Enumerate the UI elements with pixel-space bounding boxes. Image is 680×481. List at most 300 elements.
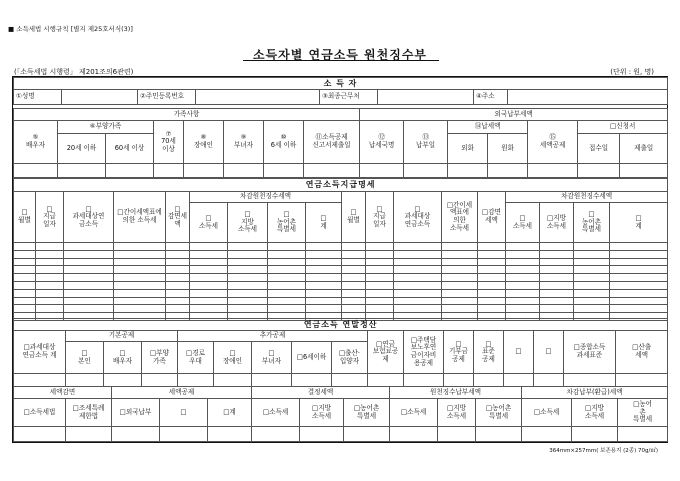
paper-spec: 364mm×257mm( 보존용지 (2종) 70g/㎡) (549, 448, 658, 454)
payment-cell[interactable] (268, 274, 306, 282)
title-underline (243, 60, 439, 61)
payment-cell[interactable] (610, 258, 668, 266)
payment-cell[interactable] (306, 297, 342, 305)
payment-cell[interactable] (114, 281, 166, 289)
payment-cell[interactable] (394, 266, 442, 274)
payment-cell[interactable] (306, 274, 342, 282)
refund-rural-col: □농어 촌 특별세 (618, 399, 668, 427)
foreign-currency-col: 외화 (448, 134, 488, 164)
payment-cell[interactable] (190, 243, 228, 251)
payment-cell[interactable] (394, 250, 442, 258)
deduction-report-col: ⑪소득공제 신고서제출일 (304, 121, 360, 164)
payment-cell[interactable] (442, 258, 478, 266)
family-group: 가족사항 (14, 109, 360, 121)
legal-basis: (「소득세법 시행령」 제201조의6관련) (14, 68, 134, 76)
payment-cell[interactable] (442, 274, 478, 282)
family-cell[interactable] (224, 164, 264, 178)
settlement-cell[interactable] (368, 374, 404, 387)
payment-cell[interactable] (64, 274, 114, 282)
payment-cell[interactable] (228, 281, 268, 289)
payment-cell[interactable] (36, 305, 64, 313)
payment-row (14, 297, 668, 305)
payment-cell[interactable] (268, 281, 306, 289)
payment-cell[interactable] (36, 297, 64, 305)
payment-cell[interactable] (506, 266, 540, 274)
tax-country-col: ⑫ 납세국명 (360, 121, 404, 164)
name-value[interactable] (62, 90, 138, 105)
settlement-cell[interactable] (104, 374, 142, 387)
reduction-col: □ 감면세 액 (166, 192, 190, 243)
payment-cell[interactable] (228, 266, 268, 274)
payment-cell[interactable] (610, 250, 668, 258)
payment-cell[interactable] (366, 289, 394, 297)
payment-cell[interactable] (478, 250, 506, 258)
payment-cell[interactable] (64, 266, 114, 274)
payment-cell[interactable] (228, 250, 268, 258)
settlement-cell[interactable] (142, 374, 178, 387)
pay-date-col-right: □ 지급 일자 (366, 192, 394, 243)
payment-cell[interactable] (228, 258, 268, 266)
payment-cell[interactable] (190, 266, 228, 274)
payment-cell[interactable] (610, 289, 668, 297)
payment-cell[interactable] (574, 243, 610, 251)
foreign-cell[interactable] (578, 164, 620, 178)
payment-cell[interactable] (610, 281, 668, 289)
payment-cell[interactable] (366, 250, 394, 258)
payment-cell[interactable] (14, 281, 36, 289)
settlement-cell[interactable] (616, 374, 668, 387)
payment-cell[interactable] (64, 305, 114, 313)
summary-cell[interactable] (14, 427, 66, 442)
credit-group: 세액공제 (112, 387, 252, 399)
payment-cell[interactable] (306, 258, 342, 266)
family-cell[interactable] (106, 164, 154, 178)
payment-cell[interactable] (394, 289, 442, 297)
payment-cell[interactable] (268, 258, 306, 266)
payment-cell[interactable] (228, 305, 268, 313)
payment-cell[interactable] (166, 243, 190, 251)
payment-cell[interactable] (228, 297, 268, 305)
disabled-col: □ 장애인 (214, 342, 252, 374)
payment-cell[interactable] (506, 274, 540, 282)
disabled-col: ⑧ 장애인 (184, 121, 224, 164)
submit-date-col: 제출일 (620, 134, 668, 164)
payment-cell[interactable] (36, 258, 64, 266)
pension-insurance-col: □연금 보험료공 제 (368, 331, 404, 374)
summary-cell[interactable] (66, 427, 112, 442)
payment-cell[interactable] (64, 281, 114, 289)
payment-cell[interactable] (342, 250, 366, 258)
payment-cell[interactable] (478, 289, 506, 297)
payment-cell[interactable] (394, 305, 442, 313)
payment-cell[interactable] (190, 250, 228, 258)
payment-cell[interactable] (114, 297, 166, 305)
payment-cell[interactable] (36, 266, 64, 274)
payment-cell[interactable] (342, 258, 366, 266)
application-col: □신청서 (578, 121, 668, 134)
family-cell[interactable] (14, 164, 58, 178)
dependents-col: ⑥부양가족 (58, 121, 154, 134)
workplace-value[interactable] (378, 90, 474, 105)
payment-cell[interactable] (366, 281, 394, 289)
settlement-cell[interactable] (474, 374, 504, 387)
address-value[interactable] (508, 90, 668, 105)
summary-cell[interactable] (618, 427, 668, 442)
elderly-col: □경로 우대 (178, 342, 214, 374)
payment-cell[interactable] (114, 274, 166, 282)
summary-cell[interactable] (160, 427, 208, 442)
difference-group: 차감납부(환급)세액 (522, 387, 668, 399)
payment-cell[interactable] (442, 281, 478, 289)
payment-cell[interactable] (14, 305, 36, 313)
month-col-right: □ 월별 (342, 192, 366, 243)
income-tax-col-right: □ 소득세 (506, 203, 540, 243)
payment-cell[interactable] (166, 289, 190, 297)
credit-blank-col: □ (160, 399, 208, 427)
payment-cell[interactable] (36, 243, 64, 251)
month-col: □ 월별 (14, 192, 36, 243)
simple-tax-col: □간이세액표에 의한 소득세 (114, 192, 166, 243)
calculated-tax-col: □산출 세액 (616, 331, 668, 374)
donation-col: □ 기부금 공제 (444, 331, 474, 374)
payment-cell[interactable] (610, 266, 668, 274)
payment-cell[interactable] (574, 297, 610, 305)
summary-cell[interactable] (476, 427, 522, 442)
payment-cell[interactable] (574, 258, 610, 266)
payment-cell[interactable] (506, 250, 540, 258)
payment-cell[interactable] (478, 297, 506, 305)
payment-cell[interactable] (14, 274, 36, 282)
refund-income-col: □소득세 (522, 399, 572, 427)
payment-cell[interactable] (574, 281, 610, 289)
summary-cell[interactable] (208, 427, 252, 442)
payment-cell[interactable] (610, 243, 668, 251)
payment-cell[interactable] (166, 305, 190, 313)
payment-cell[interactable] (394, 281, 442, 289)
payment-cell[interactable] (114, 243, 166, 251)
payment-cell[interactable] (506, 297, 540, 305)
payment-cell[interactable] (442, 297, 478, 305)
payment-cell[interactable] (36, 289, 64, 297)
payment-row (14, 250, 668, 258)
withheld-rural-col: □농어촌 특별세 (476, 399, 522, 427)
payment-cell[interactable] (506, 281, 540, 289)
payment-row (14, 266, 668, 274)
settlement-cell[interactable] (332, 374, 368, 387)
pay-date-col: ⑬ 납부일 (404, 121, 448, 164)
payment-cell[interactable] (166, 274, 190, 282)
payment-cell[interactable] (342, 305, 366, 313)
won-col: 원화 (488, 134, 528, 164)
payment-cell[interactable] (64, 258, 114, 266)
spouse-col: ⑤ 배우자 (14, 121, 58, 164)
payment-cell[interactable] (64, 243, 114, 251)
payment-cell[interactable] (166, 250, 190, 258)
payment-row (14, 274, 668, 282)
taxable-col: □ 과세대상연 금소득 (64, 192, 114, 243)
foreign-cell[interactable] (528, 164, 578, 178)
payment-cell[interactable] (190, 258, 228, 266)
payment-cell[interactable] (14, 258, 36, 266)
summary-cell[interactable] (522, 427, 572, 442)
payment-cell[interactable] (342, 281, 366, 289)
payment-cell[interactable] (36, 274, 64, 282)
blank-col-2: □ (534, 331, 564, 374)
payment-cell[interactable] (540, 266, 574, 274)
payment-cell[interactable] (478, 305, 506, 313)
determined-rural-col: □농어촌 특별세 (344, 399, 390, 427)
withholding-col-right: 차감원천징수세액 (506, 192, 668, 203)
payment-cell[interactable] (610, 274, 668, 282)
foreign-group: 외국납부세액 (360, 109, 668, 121)
payment-cell[interactable] (114, 258, 166, 266)
payment-cell[interactable] (540, 297, 574, 305)
payment-cell[interactable] (610, 305, 668, 313)
payment-cell[interactable] (268, 305, 306, 313)
tax-credit-col: ⑮ 세액공제 (528, 121, 578, 164)
payment-row (14, 281, 668, 289)
settlement-cell[interactable] (444, 374, 474, 387)
summary-cell[interactable] (252, 427, 300, 442)
payment-cell[interactable] (574, 266, 610, 274)
under6-col: □6세이하 (292, 342, 332, 374)
payment-cell[interactable] (366, 297, 394, 305)
family-cell[interactable] (58, 164, 106, 178)
payment-cell[interactable] (306, 305, 342, 313)
local-tax-col-right: □지방 소득세 (540, 203, 574, 243)
payment-cell[interactable] (342, 289, 366, 297)
income-tax-col: □ 소득세 (190, 203, 228, 243)
payment-cell[interactable] (166, 281, 190, 289)
self-col: □ 본인 (66, 342, 104, 374)
section-income-person: 소 득 자 (14, 78, 668, 90)
payment-cell[interactable] (540, 281, 574, 289)
family-cell[interactable] (184, 164, 224, 178)
over60-col: 60세 이상 (106, 134, 154, 164)
total-col: □ 계 (306, 203, 342, 243)
payment-cell[interactable] (394, 297, 442, 305)
income-person-table (13, 77, 668, 105)
payment-cell[interactable] (306, 289, 342, 297)
payment-cell[interactable] (478, 274, 506, 282)
payment-cell[interactable] (540, 289, 574, 297)
settlement-cell[interactable] (214, 374, 252, 387)
payment-row (14, 258, 668, 266)
under6-col: ⑩ 6세 이하 (264, 121, 304, 164)
foreign-cell[interactable] (404, 164, 448, 178)
payment-cell[interactable] (228, 274, 268, 282)
tax-summary-table (13, 386, 668, 442)
payment-cell[interactable] (14, 297, 36, 305)
payment-cell[interactable] (540, 258, 574, 266)
receipt-date-col: 접수일 (578, 134, 620, 164)
payment-cell[interactable] (478, 266, 506, 274)
payment-cell[interactable] (306, 281, 342, 289)
family-cell[interactable] (304, 164, 360, 178)
summary-cell[interactable] (300, 427, 344, 442)
payment-cell[interactable] (14, 250, 36, 258)
payment-cell[interactable] (366, 266, 394, 274)
settlement-table (13, 318, 668, 387)
refund-local-col: □지방 소득세 (572, 399, 618, 427)
address-label: ④주소 (474, 90, 508, 105)
rrn-value[interactable] (196, 90, 320, 105)
woman-col: ⑨ 부녀자 (224, 121, 264, 164)
payment-cell[interactable] (166, 266, 190, 274)
payment-cell[interactable] (394, 243, 442, 251)
summary-cell[interactable] (572, 427, 618, 442)
summary-cell[interactable] (112, 427, 160, 442)
payment-cell[interactable] (228, 243, 268, 251)
payment-cell[interactable] (306, 243, 342, 251)
payment-cell[interactable] (14, 243, 36, 251)
payment-cell[interactable] (342, 266, 366, 274)
payment-cell[interactable] (268, 266, 306, 274)
payment-cell[interactable] (366, 305, 394, 313)
payment-cell[interactable] (442, 243, 478, 251)
payment-cell[interactable] (190, 274, 228, 282)
payment-cell[interactable] (366, 243, 394, 251)
summary-cell[interactable] (438, 427, 476, 442)
payment-cell[interactable] (540, 305, 574, 313)
payment-cell[interactable] (394, 274, 442, 282)
payment-cell[interactable] (36, 281, 64, 289)
payment-cell[interactable] (36, 250, 64, 258)
payment-cell[interactable] (166, 297, 190, 305)
payment-cell[interactable] (64, 297, 114, 305)
payment-cell[interactable] (574, 250, 610, 258)
payment-cell[interactable] (114, 289, 166, 297)
payment-cell[interactable] (506, 289, 540, 297)
payment-cell[interactable] (506, 243, 540, 251)
form-reference: ■ 소득세법 시행규칙 [별지 제25호서식(3)] (8, 25, 133, 33)
settlement-cell[interactable] (292, 374, 332, 387)
foreign-cell[interactable] (488, 164, 528, 178)
settlement-cell[interactable] (534, 374, 564, 387)
payment-cell[interactable] (478, 243, 506, 251)
total-col-right: □ 계 (610, 203, 668, 243)
payment-cell[interactable] (342, 297, 366, 305)
payment-cell[interactable] (114, 266, 166, 274)
determined-local-col: □지방 소득세 (300, 399, 344, 427)
payment-cell[interactable] (442, 289, 478, 297)
payment-cell[interactable] (342, 274, 366, 282)
family-cell[interactable] (154, 164, 184, 178)
payment-cell[interactable] (190, 281, 228, 289)
payment-table (13, 178, 668, 321)
settlement-cell[interactable] (178, 374, 214, 387)
foreign-cell[interactable] (620, 164, 668, 178)
payment-cell[interactable] (306, 266, 342, 274)
payment-cell[interactable] (574, 305, 610, 313)
payment-cell[interactable] (190, 297, 228, 305)
family-foreign-table (13, 108, 668, 178)
payment-cell[interactable] (190, 289, 228, 297)
settlement-cell[interactable] (252, 374, 292, 387)
payment-cell[interactable] (114, 305, 166, 313)
settlement-cell[interactable] (14, 374, 66, 387)
payment-cell[interactable] (506, 305, 540, 313)
pay-date-col: □ 지급 일자 (36, 192, 64, 243)
settlement-cell[interactable] (504, 374, 534, 387)
over70-col: ⑦ 70세 이상 (154, 121, 184, 164)
payment-cell[interactable] (268, 289, 306, 297)
simple-tax-col-right: □간이세 액표에 의한 소득세 (442, 192, 478, 243)
document-title: 소득자별 연금소득 원천징수부 (252, 48, 428, 62)
payment-cell[interactable] (574, 289, 610, 297)
payment-row (14, 289, 668, 297)
foreign-cell[interactable] (360, 164, 404, 178)
payment-cell[interactable] (478, 281, 506, 289)
name-label: ①성명 (14, 90, 62, 105)
foreign-paid-col: □외국납부 (112, 399, 160, 427)
payment-cell[interactable] (64, 250, 114, 258)
settlement-cell[interactable] (404, 374, 444, 387)
payment-cell[interactable] (228, 289, 268, 297)
payment-cell[interactable] (394, 258, 442, 266)
reduction-col-right: □감면 세액 (478, 192, 506, 243)
payment-cell[interactable] (14, 289, 36, 297)
payment-cell[interactable] (442, 305, 478, 313)
payment-cell[interactable] (64, 289, 114, 297)
payment-cell[interactable] (540, 250, 574, 258)
payment-cell[interactable] (366, 258, 394, 266)
withheld-income-col: □소득세 (390, 399, 438, 427)
summary-cell[interactable] (390, 427, 438, 442)
payment-cell[interactable] (166, 258, 190, 266)
payment-cell[interactable] (610, 297, 668, 305)
payment-cell[interactable] (442, 266, 478, 274)
payment-row (14, 305, 668, 313)
payment-cell[interactable] (268, 297, 306, 305)
under20-col: 20세 이하 (58, 134, 106, 164)
payment-cell[interactable] (442, 250, 478, 258)
family-cell[interactable] (264, 164, 304, 178)
payment-cell[interactable] (306, 250, 342, 258)
payment-cell[interactable] (540, 243, 574, 251)
basic-deduction-col: 기본공제 (66, 331, 178, 342)
payment-cell[interactable] (114, 250, 166, 258)
comprehensive-base-col: □종합소득 과세표준 (564, 331, 616, 374)
spouse-col: □ 배우자 (104, 342, 142, 374)
payment-cell[interactable] (190, 305, 228, 313)
payment-cell[interactable] (366, 274, 394, 282)
payment-cell[interactable] (540, 274, 574, 282)
payment-cell[interactable] (574, 274, 610, 282)
taxable-total-col: □과세대상 연금소득 계 (14, 331, 66, 374)
settlement-cell[interactable] (66, 374, 104, 387)
payment-cell[interactable] (14, 266, 36, 274)
birth-col: □출산· 입양자 (332, 342, 368, 374)
payment-cell[interactable] (506, 258, 540, 266)
settlement-cell[interactable] (564, 374, 616, 387)
withheld-local-col: □지방 소득세 (438, 399, 476, 427)
withholding-col: 차감원천징수세액 (190, 192, 342, 203)
rural-tax-col: □ 농어촌 특별세 (268, 203, 306, 243)
unit-note: (단위 : 원, 명) (610, 68, 654, 76)
credit-total-col: □계 (208, 399, 252, 427)
payment-cell[interactable] (268, 243, 306, 251)
rrn-label: ②주민등록번호 (138, 90, 196, 105)
determined-group: 결정세액 (252, 387, 390, 399)
payment-cell[interactable] (478, 258, 506, 266)
rural-tax-col-right: □ 농어촌 특별세 (574, 203, 610, 243)
payment-cell[interactable] (268, 250, 306, 258)
foreign-cell[interactable] (448, 164, 488, 178)
blank-col-1: □ (504, 331, 534, 374)
summary-cell[interactable] (344, 427, 390, 442)
payment-cell[interactable] (342, 243, 366, 251)
